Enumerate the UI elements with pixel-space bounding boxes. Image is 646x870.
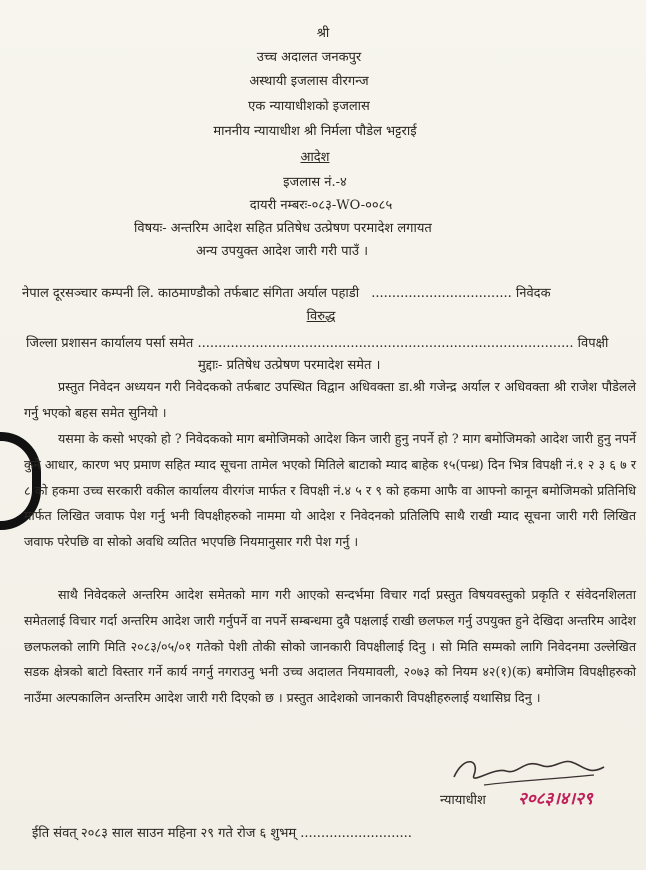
header-judge: माननीय न्यायाधीश श्री निर्मला पौडेल भट्टराई	[213, 124, 417, 139]
header-shri: श्री	[316, 26, 330, 41]
petitioner-line	[22, 286, 551, 302]
closing-text: ईति संवत् २०८३ साल साउन महिना २९ गते रोज ६ शुभम्	[32, 826, 297, 841]
respondent-line	[26, 336, 608, 352]
respondent-name: जिल्ला प्रशासन कार्यालय पर्सा समेत	[26, 336, 194, 351]
respondent-role: विपक्षी	[577, 336, 609, 351]
mudda-line: मुद्दाः- प्रतिषेध उत्प्रेषण परमादेश समेत ।	[198, 358, 381, 373]
order-title: आदेश	[300, 150, 330, 165]
closing-line	[32, 826, 412, 842]
header-bench: अस्थायी इजलास वीरगन्ज	[249, 74, 369, 89]
subject-line-1: विषयः- अन्तरिम आदेश सहित प्रतिषेध उत्प्रेषण परमादेश लगायत	[134, 221, 432, 236]
ijlas-number: इजलास नं.-४	[283, 175, 347, 190]
petitioner-dots: ..................................	[371, 286, 512, 301]
paragraph-3-text: साथै निवेदकले अन्तरिम आदेश समेतको माग गरी आएको सन्दर्भमा विचार गर्दा प्रस्तुत विषयवस्तुको प्रकृति र संवेदनशिलता समेतलाई विचार गर्दा अन्तरिम आदेश जारी गर्नुपर्ने वा नपर्ने सम्बन्धमा दुवै पक्षलाई राखी छलफल गर्नु उपयुक्त हुने देखिदा अन्तरिम आदेश छलफलको लागि मिति २०८३/०५/०१ गतेको पेशी तोकी सोको जानकारी विपक्षीलाई दिनु । सो मिति सम्मको लागि निवेदनमा उल्लेखित सडक क्षेत्रको बाटो विस्तार गर्ने कार्य नगर्नु नगराउनु भनी उच्च अदालत नियमावली, २०७३ को नियम ४२(१)(क) बमोजिम विपक्षीहरुको नाउँमा अल्पकालिन अन्तरिम आदेश जारी गरी दिएको छ । प्रस्तुत आदेशको जानकारी विपक्षीहरुलाई यथासिघ्र दिनु ।	[24, 587, 636, 706]
petitioner-role: निवेदक	[515, 286, 551, 301]
respondent-dots: ...........................................................................................	[197, 336, 574, 351]
subject-line-2: अन्य उपयुक्त आदेश जारी गरी पाउँ ।	[196, 244, 369, 259]
paragraph-2-text: यसमा के कसो भएको हो ? निवेदकको माग बमोजिमको आदेश किन जारी हुनु नपर्ने हो ? माग बमोजिमको आदेश जारी हुनु नपर्ने कुनै आधार, कारण भए प्रमाण सहित म्याद सूचना तामेल भएको मितिले बाटाको म्याद बाहेक १५(पन्ध्र) दिन भित्र विपक्षी नं.१ २ ३ ६ ७ र ८ को हकमा उच्च सरकारी वकील कार्यालय वीरगंज मार्फत र विपक्षी नं.४ ५ र ९ को हकमा आफै वा आफ्नो कानून बमोजिमको प्रतिनिधि मार्फत लिखित जवाफ पेश गर्नु भनी विपक्षीहरुको नाममा यो आदेश र निवेदनको प्रतिलिपि साथै राखी म्याद सूचना जारी गरी लिखित जवाफ परेपछि वा सोको अवधि व्यतित भएपछि नियमानुसार गरी पेश गर्नु ।	[24, 431, 636, 550]
closing-dots: ...........................	[300, 826, 412, 841]
header-single-bench: एक न्यायाधीशको इजलास	[248, 99, 370, 114]
judge-title: न्यायाधीश	[440, 793, 486, 808]
signature-date: २०८३।४।२९	[518, 789, 593, 809]
versus-heading: विरुद्ध	[306, 309, 336, 324]
header-court: उच्च अदालत जनकपुर	[256, 50, 362, 65]
petitioner-name: नेपाल दूरसञ्चार कम्पनी लि. काठमाण्डौको तर्फबाट संगिता अर्याल पहाडी	[22, 286, 360, 301]
paragraph-1	[24, 374, 636, 426]
paragraph-3	[24, 582, 636, 711]
paragraph-2	[24, 426, 636, 555]
case-number: दायरी नम्बरः-०८३-WO-००८५	[249, 198, 393, 213]
paragraph-1-text: प्रस्तुत निवेदन अध्ययन गरी निवेदकको तर्फबाट उपस्थित विद्वान अधिवक्ता डा.श्री गजेन्द्र अर्याल र अधिवक्ता श्री राजेश पौडेलले गर्नु भएको बहस समेत सुनियो ।	[24, 379, 636, 420]
